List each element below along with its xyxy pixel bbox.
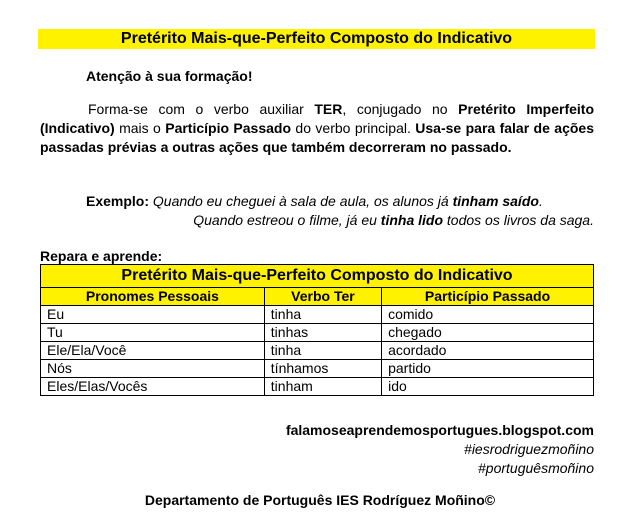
formation-paragraph <box>40 100 594 157</box>
conjugation-table <box>40 264 594 396</box>
example-text: . <box>538 193 543 209</box>
example-line-2 <box>40 211 594 230</box>
paragraph-bold: Particípio Passado <box>165 120 292 136</box>
verb-cell: tinha <box>264 306 381 324</box>
paragraph-bold: Pretérito Imperfeito (Indicativo) <box>40 101 594 136</box>
verb-cell: tinhas <box>264 324 381 342</box>
example-text: Quando estreou o filme, já eu <box>193 212 381 228</box>
paragraph-bold: Usa-se para falar de ações passadas prévias a outras ações que também decorreram no passado. <box>40 120 594 155</box>
example-highlight: tinham saído <box>452 193 539 209</box>
page-title: Pretérito Mais-que-Perfeito Composto do Indicativo <box>38 29 595 49</box>
example-label: Exemplo: <box>86 193 150 209</box>
example-text: Quando eu cheguei à sala de aula, os alunos já <box>149 193 453 209</box>
paragraph-text: Forma-se com o verbo auxiliar <box>88 101 315 117</box>
hashtag: #portuguêsmoñino <box>478 460 594 476</box>
repara-heading: Repara e aprende: <box>40 248 163 264</box>
table-header-row <box>41 288 594 306</box>
paragraph-text: do verbo principal. <box>291 120 416 136</box>
column-header-verb: Verbo Ter <box>264 288 381 306</box>
example-text: todos os livros da saga. <box>443 212 594 228</box>
participle-cell: acordado <box>382 342 594 360</box>
verb-cell: tinha <box>264 342 381 360</box>
pronoun-cell: Tu <box>41 324 265 342</box>
verb-cell: tínhamos <box>264 360 381 378</box>
example-highlight: tinha lido <box>380 212 444 228</box>
paragraph-text: , conjugado no <box>342 101 459 117</box>
participle-cell: comido <box>382 306 594 324</box>
example-block <box>40 192 594 230</box>
paragraph-text: mais o <box>114 120 166 136</box>
paragraph-bold: TER <box>314 101 343 117</box>
blog-url: falamoseaprendemosportugues.blogspot.com <box>285 422 594 438</box>
table-row <box>41 360 594 378</box>
pronoun-cell: Ele/Ela/Você <box>41 342 265 360</box>
example-line-1 <box>40 192 594 211</box>
participle-cell: ido <box>382 378 594 396</box>
pronoun-cell: Eles/Elas/Vocês <box>41 378 265 396</box>
hashtag: #iesrodriguezmoñino <box>464 441 594 457</box>
verb-cell: tinham <box>264 378 381 396</box>
participle-cell: partido <box>382 360 594 378</box>
participle-cell: chegado <box>382 324 594 342</box>
table-title: Pretérito Mais-que-Perfeito Composto do Indicativo <box>41 265 594 288</box>
column-header-participle: Particípio Passado <box>382 288 594 306</box>
column-header-pronouns: Pronomes Pessoais <box>41 288 265 306</box>
pronoun-cell: Eu <box>41 306 265 324</box>
credits-block <box>286 421 594 478</box>
table-row <box>41 378 594 396</box>
table-row <box>41 324 594 342</box>
table-row <box>41 306 594 324</box>
pronoun-cell: Nós <box>41 360 265 378</box>
attention-heading: Atenção à sua formação! <box>86 68 253 84</box>
footer-credit: Departamento de Português IES Rodríguez Moñino© <box>144 492 496 508</box>
table-row <box>41 342 594 360</box>
